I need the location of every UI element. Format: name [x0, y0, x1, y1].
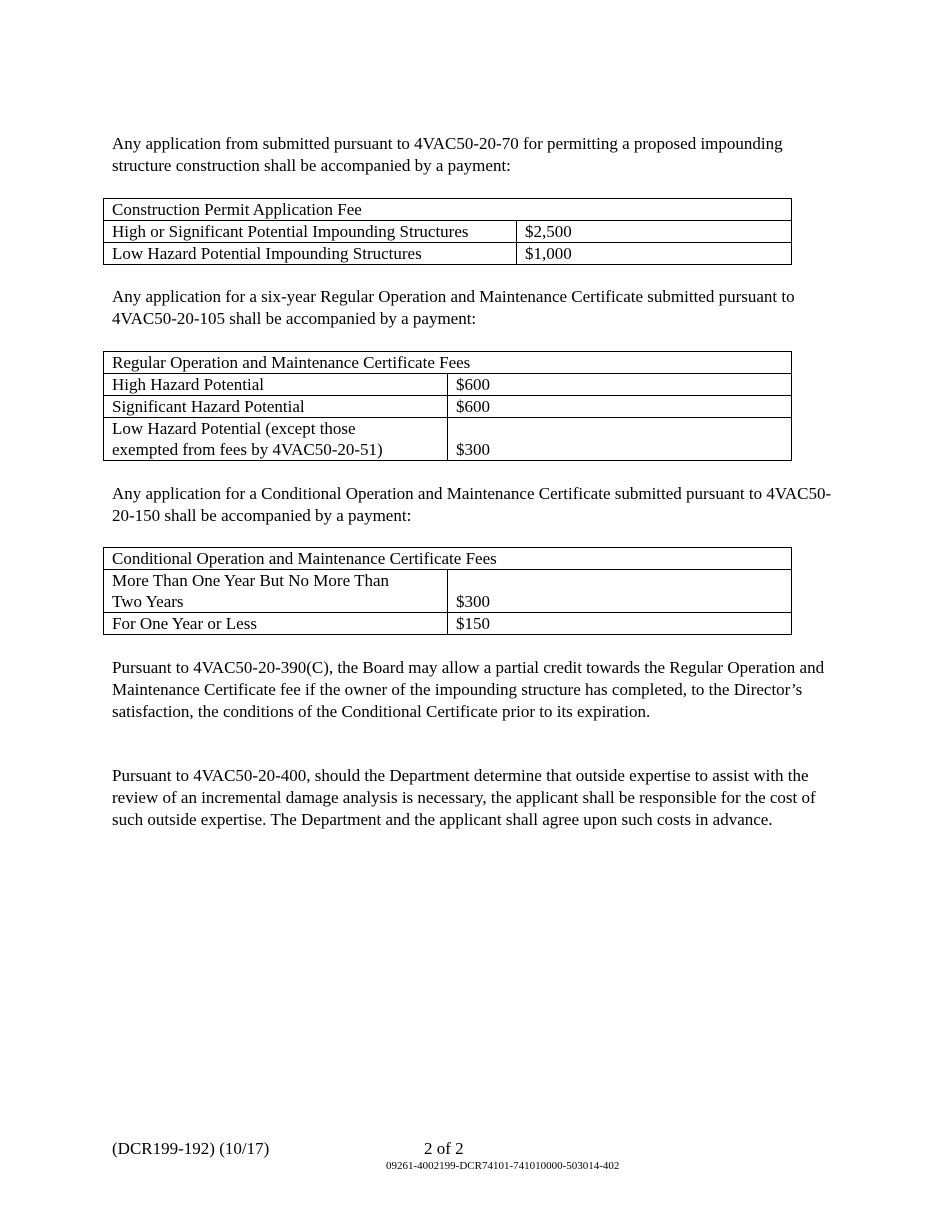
- fee-label-line: More Than One Year But No More Than: [112, 571, 389, 590]
- fee-amount: $600: [448, 396, 792, 418]
- fee-amount: $300: [448, 570, 792, 613]
- table-title: Construction Permit Application Fee: [104, 199, 792, 221]
- conditional-certificate-fee-table: [103, 547, 792, 635]
- fee-label: High or Significant Potential Impounding Structures: [104, 221, 517, 243]
- construction-permit-fee-table: [103, 198, 792, 265]
- outside-expertise-paragraph: Pursuant to 4VAC50-20-400, should the Department determine that outside expertise to assist with the review of an incremental damage analysis is necessary, the applicant shall be responsible for the cost of such outside expertise. The Department and the applicant shall agree upon such costs in advance.: [112, 766, 816, 829]
- fee-label-line: Low Hazard Potential (except those: [112, 419, 356, 438]
- intro-paragraph-conditional-certificate: Any application for a Conditional Operation and Maintenance Certificate submitted pursuant to 4VAC50-20-150 shall be accompanied by a payment:: [112, 484, 832, 525]
- fee-label: High Hazard Potential: [104, 374, 448, 396]
- table-title: Conditional Operation and Maintenance Certificate Fees: [104, 548, 792, 570]
- table-row: [104, 243, 792, 265]
- table-row: [104, 221, 792, 243]
- table-row: [104, 374, 792, 396]
- table-row: [104, 418, 792, 461]
- table-header-row: [104, 199, 792, 221]
- intro-paragraph-regular-certificate: Any application for a six-year Regular Operation and Maintenance Certificate submitted pursuant to 4VAC50-20-105 shall be accompanied by a payment:: [112, 287, 795, 328]
- table-row: [104, 396, 792, 418]
- table-header-row: [104, 548, 792, 570]
- table-header-row: [104, 352, 792, 374]
- document-code: 09261-4002199-DCR74101-741010000-503014-402: [386, 1160, 620, 1172]
- intro-paragraph-construction: Any application from submitted pursuant to 4VAC50-20-70 for permitting a proposed impounding structure construction shall be accompanied by a payment:: [112, 134, 783, 175]
- table-row: [104, 613, 792, 635]
- form-id: (DCR199-192) (10/17): [112, 1139, 270, 1158]
- fee-amount: $2,500: [517, 221, 792, 243]
- fee-label-multiline: [104, 570, 448, 613]
- partial-credit-paragraph: Pursuant to 4VAC50-20-390(C), the Board may allow a partial credit towards the Regular Operation and Maintenance Certificate fee if the owner of the impounding structure has completed, to the Director’s satisfaction, the conditions of the Conditional Certificate prior to its expiration.: [112, 658, 825, 721]
- fee-label: Low Hazard Potential Impounding Structures: [104, 243, 517, 265]
- fee-label-line: exempted from fees by 4VAC50-20-51): [112, 440, 383, 459]
- fee-label-line: Two Years: [112, 592, 184, 611]
- page-number: 2 of 2: [424, 1139, 464, 1158]
- fee-label-multiline: [104, 418, 448, 461]
- fee-amount: $1,000: [517, 243, 792, 265]
- fee-amount: $300: [448, 418, 792, 461]
- fee-label: For One Year or Less: [104, 613, 448, 635]
- fee-amount: $150: [448, 613, 792, 635]
- regular-certificate-fee-table: [103, 351, 792, 461]
- table-title: Regular Operation and Maintenance Certificate Fees: [104, 352, 792, 374]
- fee-label: Significant Hazard Potential: [104, 396, 448, 418]
- fee-amount: $600: [448, 374, 792, 396]
- table-row: [104, 570, 792, 613]
